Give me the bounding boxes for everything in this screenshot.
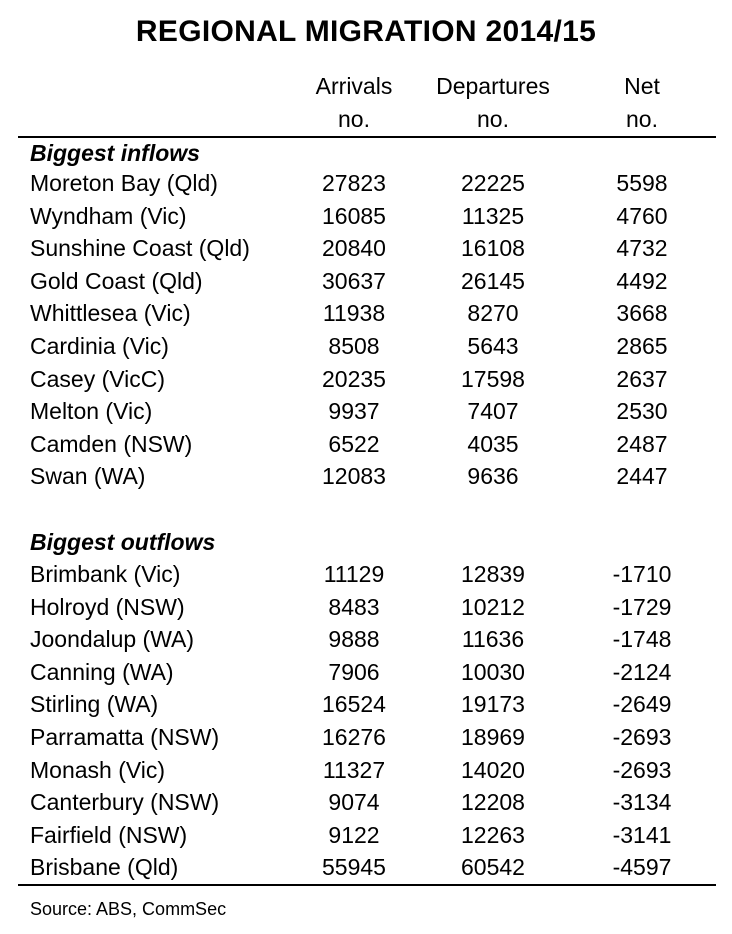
- arrivals-cell: 9074: [328, 789, 380, 816]
- column-header-arrivals-label: Arrivals: [315, 73, 393, 99]
- table-row: [0, 460, 732, 492]
- net-cell: 5598: [616, 170, 668, 196]
- region-cell: Canterbury (NSW): [30, 789, 220, 816]
- net-cell: 4760: [616, 202, 668, 229]
- region-cell: Brisbane (Qld): [30, 854, 179, 881]
- departures-cell: 10030: [461, 658, 525, 685]
- region-cell: Brimbank (Vic): [30, 561, 181, 587]
- table-row: [0, 754, 732, 786]
- departures-cell: 7407: [467, 398, 519, 425]
- net-cell: -4597: [612, 854, 672, 881]
- departures-cell: 18969: [461, 724, 525, 750]
- departures-cell: 4035: [467, 430, 519, 457]
- net-cell: 2637: [616, 365, 668, 392]
- region-cell: Fairfield (NSW): [30, 821, 188, 848]
- table-row: [0, 297, 732, 329]
- region-cell: Moreton Bay (Qld): [30, 170, 218, 196]
- net-cell: -2124: [612, 658, 672, 685]
- table-row: [0, 851, 732, 883]
- table-row: [0, 591, 732, 623]
- region-cell: Sunshine Coast (Qld): [30, 235, 250, 262]
- net-cell: -1710: [612, 561, 672, 587]
- departures-cell: 16108: [461, 235, 525, 262]
- region-cell: Joondalup (WA): [30, 626, 195, 653]
- net-cell: 4492: [616, 267, 668, 294]
- arrivals-cell: 16276: [322, 724, 386, 750]
- region-cell: Swan (WA): [30, 463, 146, 490]
- table-row: [0, 656, 732, 688]
- region-cell: Casey (VicC): [30, 365, 166, 392]
- region-cell: Monash (Vic): [30, 756, 166, 783]
- net-cell: -1748: [612, 626, 672, 653]
- table-row: [0, 786, 732, 818]
- departures-cell: 22225: [461, 170, 525, 196]
- arrivals-cell: 27823: [322, 170, 386, 196]
- column-header-departures-unit: no.: [477, 106, 509, 132]
- column-header-departures-label: Departures: [436, 73, 550, 99]
- arrivals-cell: 7906: [328, 658, 380, 685]
- arrivals-cell: 30637: [322, 267, 386, 294]
- table-row: [0, 721, 732, 753]
- arrivals-cell: 6522: [328, 430, 380, 457]
- table-row: [0, 265, 732, 297]
- arrivals-cell: 11327: [322, 756, 386, 783]
- region-cell: Camden (NSW): [30, 430, 193, 457]
- departures-cell: 14020: [461, 756, 525, 783]
- arrivals-cell: 16524: [322, 691, 386, 718]
- arrivals-cell: 16085: [322, 202, 386, 229]
- table-row: [0, 428, 732, 460]
- arrivals-cell: 12083: [322, 463, 386, 490]
- region-cell: Parramatta (NSW): [30, 724, 220, 750]
- departures-cell: 12208: [461, 789, 525, 816]
- region-cell: Whittlesea (Vic): [30, 300, 191, 327]
- table-row: [0, 232, 732, 264]
- departures-cell: 60542: [461, 854, 525, 881]
- column-header-net-label: Net: [624, 73, 660, 99]
- departures-cell: 8270: [467, 300, 519, 327]
- region-cell: Cardinia (Vic): [30, 333, 169, 359]
- arrivals-cell: 9888: [328, 626, 380, 653]
- arrivals-cell: 20235: [322, 365, 386, 392]
- outflows-heading: Biggest outflows: [30, 529, 216, 555]
- table-row: [0, 200, 732, 232]
- page-title: REGIONAL MIGRATION 2014/15: [135, 15, 597, 48]
- arrivals-cell: 11129: [323, 561, 385, 587]
- departures-cell: 11636: [461, 626, 525, 653]
- departures-cell: 11325: [461, 202, 525, 229]
- net-cell: 2447: [616, 463, 668, 490]
- footer-divider: [18, 884, 716, 886]
- net-cell: -3134: [612, 789, 672, 816]
- region-cell: Canning (WA): [30, 658, 174, 685]
- net-cell: 2487: [616, 430, 668, 457]
- column-header-arrivals-unit: no.: [338, 106, 370, 132]
- region-cell: Stirling (WA): [30, 691, 159, 718]
- net-cell: 4732: [616, 235, 668, 262]
- table-row: [0, 819, 732, 851]
- net-cell: 2865: [616, 333, 668, 359]
- departures-cell: 26145: [461, 267, 525, 294]
- column-header-arrivals: [298, 70, 410, 136]
- arrivals-cell: 11938: [322, 300, 386, 327]
- region-cell: Melton (Vic): [30, 398, 153, 425]
- departures-cell: 5643: [467, 333, 519, 359]
- net-cell: -3141: [612, 821, 672, 848]
- inflows-heading: Biggest inflows: [30, 140, 200, 166]
- region-cell: Wyndham (Vic): [30, 202, 187, 229]
- arrivals-cell: 20840: [322, 235, 386, 262]
- net-cell: -2693: [612, 724, 672, 750]
- table-row: [0, 330, 732, 362]
- table-row: [0, 558, 732, 590]
- column-header-net-unit: no.: [626, 106, 658, 132]
- region-cell: Gold Coast (Qld): [30, 267, 203, 294]
- departures-cell: 12839: [461, 561, 525, 587]
- arrivals-cell: 9937: [328, 398, 380, 425]
- departures-cell: 9636: [467, 463, 519, 490]
- source-note: Source: ABS, CommSec: [30, 899, 227, 919]
- column-header-departures: [418, 70, 568, 136]
- table-row: [0, 167, 732, 199]
- arrivals-cell: 8483: [328, 593, 380, 620]
- table-row: [0, 363, 732, 395]
- net-cell: 3668: [616, 300, 668, 327]
- net-cell: 2530: [616, 398, 668, 425]
- departures-cell: 17598: [461, 365, 525, 392]
- table-row: [0, 623, 732, 655]
- net-cell: -2693: [612, 756, 672, 783]
- arrivals-cell: 8508: [328, 333, 380, 359]
- net-cell: -1729: [612, 593, 672, 620]
- arrivals-cell: 55945: [322, 854, 386, 881]
- departures-cell: 19173: [461, 691, 525, 718]
- departures-cell: 10212: [461, 593, 525, 620]
- column-header-net: [592, 70, 692, 136]
- table-row: [0, 688, 732, 720]
- net-cell: -2649: [612, 691, 672, 718]
- departures-cell: 12263: [461, 821, 525, 848]
- arrivals-cell: 9122: [328, 821, 380, 848]
- table-row: [0, 395, 732, 427]
- region-cell: Holroyd (NSW): [30, 593, 185, 620]
